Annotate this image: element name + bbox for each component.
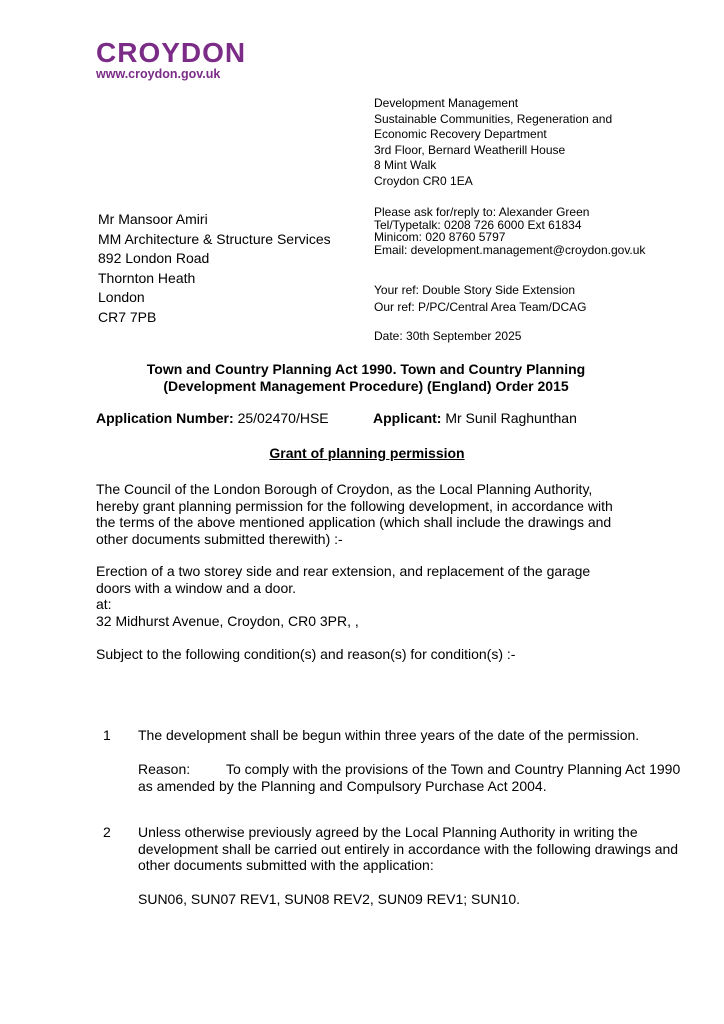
condition-number: 1: [103, 727, 111, 743]
recipient-line: MM Architecture & Structure Services: [98, 230, 331, 247]
condition-2: [138, 824, 708, 874]
applicant-name: Mr Sunil Raghunthan: [445, 410, 577, 426]
recipient-line: London: [98, 289, 145, 305]
dept-line: Economic Recovery Department: [374, 127, 547, 141]
condition-number: 2: [103, 824, 111, 840]
recipient-line: CR7 7PB: [98, 308, 157, 325]
reason-label: Reason:: [138, 761, 191, 777]
dept-line: Croydon CR0 1EA: [374, 173, 473, 188]
development-line: Erection of a two storey side and rear extension, and replacement of the garage: [96, 563, 591, 579]
dept-line: 8 Mint Walk: [374, 158, 437, 172]
reason-line: [138, 761, 708, 778]
application-line: [96, 410, 577, 427]
recipient-address: [98, 210, 331, 327]
intro-line: The Council of the London Borough of Croydon, as the Local Planning Authority,: [96, 481, 593, 497]
subject-line: Subject to the following condition(s) and reason(s) for condition(s) :-: [96, 646, 516, 662]
contact-line: Tel/Typetalk: 0208 726 6000 Ext 61834: [374, 217, 582, 232]
recipient-line: Mr Mansoor Amiri: [98, 211, 208, 227]
intro-paragraph: [96, 481, 656, 547]
council-website: www.croydon.gov.uk: [96, 67, 221, 81]
references: [374, 282, 587, 316]
recipient-line: Thornton Heath: [98, 269, 196, 286]
your-ref: Your ref: Double Story Side Extension: [374, 283, 576, 297]
dept-line: Sustainable Communities, Regeneration and: [374, 111, 613, 126]
development-line: at:: [96, 596, 112, 612]
council-logo: CROYDON: [96, 37, 247, 68]
condition-1-reason: [138, 761, 708, 794]
reason-line: as amended by the Planning and Compulsory Purchase Act 2004.: [138, 777, 547, 794]
letter-date: Date: 30th September 2025: [374, 329, 522, 343]
condition-text-line: other documents submitted with the application:: [138, 857, 434, 873]
intro-line: other documents submitted therewith) :-: [96, 530, 343, 547]
act-title: [96, 361, 636, 395]
application-number: 25/02470/HSE: [237, 410, 329, 426]
our-ref: Our ref: P/PC/Central Area Team/DCAG: [374, 300, 587, 314]
dept-line: 3rd Floor, Bernard Weatherill House: [374, 142, 566, 157]
reason-text: To comply with the provisions of the Town and Country Planning Act 1990: [226, 761, 681, 777]
condition-text-line: Unless otherwise previously agreed by the Local Planning Authority in writing the: [138, 824, 638, 840]
condition-text: The development shall be begun within three years of the date of the permission.: [138, 727, 640, 743]
contact-line: Minicom: 020 8760 5797: [374, 230, 506, 244]
department-address: [374, 96, 612, 189]
act-title-line: (Development Management Procedure) (England) Order 2015: [163, 378, 569, 394]
grant-heading: Grant of planning permission: [269, 445, 465, 461]
development-line: doors with a window and a door.: [96, 579, 297, 596]
development-description: [96, 563, 656, 629]
application-number-label: Application Number:: [96, 410, 234, 426]
contact-details: [374, 206, 645, 256]
drawings-list: SUN06, SUN07 REV1, SUN08 REV2, SUN09 REV1; SUN10.: [138, 891, 521, 907]
intro-line: the terms of the above mentioned application (which shall include the drawings and: [96, 514, 612, 530]
act-title-line: Town and Country Planning Act 1990. Town and Country Planning: [146, 361, 586, 377]
dept-line: Development Management: [374, 96, 519, 110]
condition-1: [138, 727, 708, 744]
applicant-label: Applicant:: [373, 410, 442, 426]
contact-line: Email: development.management@croydon.gov.uk: [374, 242, 646, 257]
contact-line: Please ask for/reply to: Alexander Green: [374, 205, 590, 219]
recipient-line: 892 London Road: [98, 250, 210, 266]
intro-line: hereby grant planning permission for the following development, in accordance with: [96, 497, 613, 514]
condition-text-line: development shall be carried out entirely in accordance with the following drawings and: [138, 840, 679, 857]
applicant-block: [373, 410, 577, 427]
site-address: 32 Midhurst Avenue, Croydon, CR0 3PR, ,: [96, 612, 359, 629]
